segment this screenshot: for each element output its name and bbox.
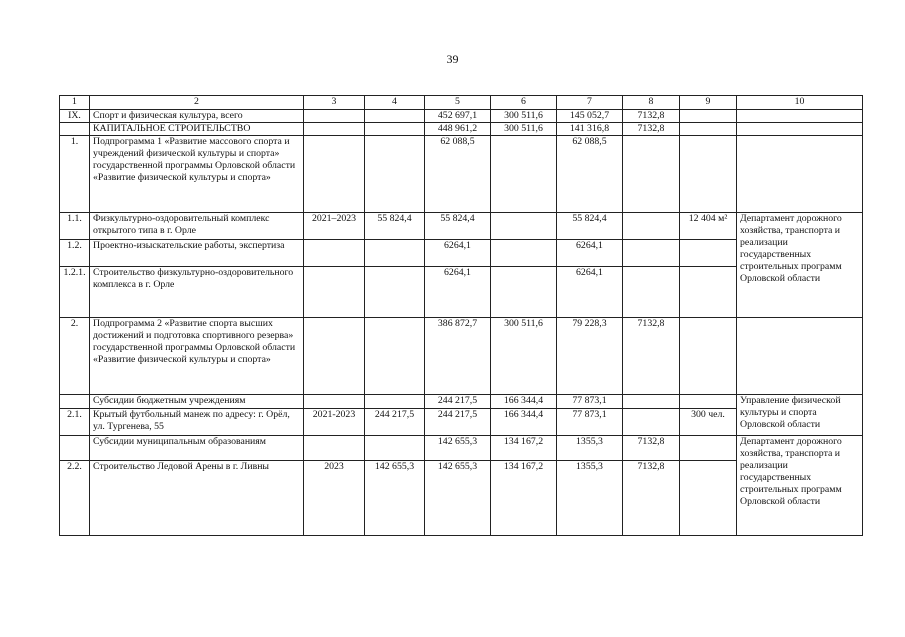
row-name: Подпрограмма 1 «Развитие массового спорта и учреждений физической культуры и спорта» государственной программы Орловской области «Развитие физической культуры и спорта» [90, 136, 304, 213]
row-number: 2.2. [60, 461, 90, 536]
cell [680, 436, 737, 461]
row-number: 2.1. [60, 409, 90, 436]
header-cell: 4 [365, 96, 425, 110]
cell [491, 267, 557, 318]
responsible-dept: Департамент дорожного хозяйства, транспорта и реализации государственных строительных программ Орловской области [737, 436, 863, 536]
cell [304, 240, 365, 267]
cell [365, 240, 425, 267]
row-name: Строительство физкультурно-оздоровительного комплекса в г. Орле [90, 267, 304, 318]
cell-total: 142 655,3 [425, 461, 491, 536]
header-cell: 3 [304, 96, 365, 110]
cell-col7: 6264,1 [557, 267, 623, 318]
header-row [60, 96, 863, 110]
cell-total: 244 217,5 [425, 395, 491, 409]
cell [304, 136, 365, 213]
header-cell: 9 [680, 96, 737, 110]
page-number: 39 [446, 52, 459, 66]
header-cell: 8 [623, 96, 680, 110]
cell [491, 136, 557, 213]
table-row [60, 213, 863, 240]
cell [304, 436, 365, 461]
cell [60, 436, 90, 461]
table-row [60, 110, 863, 123]
table-row [60, 136, 863, 213]
cell [304, 110, 365, 123]
cell [737, 318, 863, 395]
cell-col8: 7132,8 [623, 318, 680, 395]
row-name: Спорт и физическая культура, всего [90, 110, 304, 123]
cell-col7: 77 873,1 [557, 409, 623, 436]
cell-col6: 300 511,6 [491, 110, 557, 123]
table-row [60, 436, 863, 461]
table-row [60, 318, 863, 395]
cell [623, 213, 680, 240]
row-name: Строительство Ледовой Арены в г. Ливны [90, 461, 304, 536]
cell [304, 395, 365, 409]
cell-cost: 244 217,5 [365, 409, 425, 436]
cell-col8: 7132,8 [623, 461, 680, 536]
cell-cost: 142 655,3 [365, 461, 425, 536]
cell-total: 6264,1 [425, 240, 491, 267]
row-number: 1.2.1. [60, 267, 90, 318]
row-number: IX. [60, 110, 90, 123]
header-cell: 5 [425, 96, 491, 110]
row-number: 1. [60, 136, 90, 213]
row-name: Проектно-изыскательские работы, экспертиза [90, 240, 304, 267]
header-cell: 7 [557, 96, 623, 110]
cell-col8: 7132,8 [623, 110, 680, 123]
cell-col6: 166 344,4 [491, 395, 557, 409]
cell-period: 2021–2023 [304, 213, 365, 240]
cell-col6: 134 167,2 [491, 461, 557, 536]
row-number: 2. [60, 318, 90, 395]
cell-total: 386 872,7 [425, 318, 491, 395]
row-name: Подпрограмма 2 «Развитие спорта высших достижений и подготовка спортивного резерва» государственной программы Орловской области «Развитие физической культуры и спорта» [90, 318, 304, 395]
cell-col7: 77 873,1 [557, 395, 623, 409]
cell [737, 136, 863, 213]
cell [365, 395, 425, 409]
cell-total: 55 824,4 [425, 213, 491, 240]
row-number: 1.2. [60, 240, 90, 267]
header-cell: 2 [90, 96, 304, 110]
row-name: Субсидии муниципальным образованиям [90, 436, 304, 461]
header-cell: 1 [60, 96, 90, 110]
row-number: 1.1. [60, 213, 90, 240]
cell-col7: 145 052,7 [557, 110, 623, 123]
cell-total: 142 655,3 [425, 436, 491, 461]
cell-period: 2021-2023 [304, 409, 365, 436]
cell [680, 267, 737, 318]
header-cell: 10 [737, 96, 863, 110]
cell-col8: 7132,8 [623, 436, 680, 461]
cell-col6: 166 344,4 [491, 409, 557, 436]
cell [680, 136, 737, 213]
cell [623, 395, 680, 409]
cell-col7: 6264,1 [557, 240, 623, 267]
cell [680, 461, 737, 536]
table-row [60, 123, 863, 136]
cell-total: 244 217,5 [425, 409, 491, 436]
cell [491, 240, 557, 267]
cell [623, 409, 680, 436]
cell [737, 110, 863, 123]
cell-cost: 55 824,4 [365, 213, 425, 240]
row-name: Крытый футбольный манеж по адресу: г. Орёл, ул. Тургенева, 55 [90, 409, 304, 436]
cell [680, 110, 737, 123]
header-cell: 6 [491, 96, 557, 110]
row-name: Физкультурно-оздоровительный комплекс открытого типа в г. Орле [90, 213, 304, 240]
cell-col7: 141 316,8 [557, 123, 623, 136]
cell-col7: 1355,3 [557, 436, 623, 461]
cell [680, 123, 737, 136]
cell [737, 123, 863, 136]
cell [680, 240, 737, 267]
cell-total: 6264,1 [425, 267, 491, 318]
table-row [60, 395, 863, 409]
cell [304, 123, 365, 136]
cell [60, 395, 90, 409]
cell-col7: 55 824,4 [557, 213, 623, 240]
cell-period: 2023 [304, 461, 365, 536]
cell-total: 62 088,5 [425, 136, 491, 213]
cell [365, 123, 425, 136]
cell [680, 395, 737, 409]
cell [365, 318, 425, 395]
cell [365, 436, 425, 461]
cell-col6: 300 511,6 [491, 318, 557, 395]
cell [60, 123, 90, 136]
cell [365, 110, 425, 123]
cell-col7: 62 088,5 [557, 136, 623, 213]
cell [623, 267, 680, 318]
cell-col7: 79 228,3 [557, 318, 623, 395]
cell-col8: 7132,8 [623, 123, 680, 136]
cell-col6: 134 167,2 [491, 436, 557, 461]
responsible-dept: Департамент дорожного хозяйства, транспорта и реализации государственных строительных программ Орловской области [737, 213, 863, 318]
cell-total: 452 697,1 [425, 110, 491, 123]
cell-col7: 1355,3 [557, 461, 623, 536]
row-name: КАПИТАЛЬНОЕ СТРОИТЕЛЬСТВО [90, 123, 304, 136]
cell-col6: 300 511,6 [491, 123, 557, 136]
cell [365, 136, 425, 213]
responsible-dept: Управление физической культуры и спорта Орловской области [737, 395, 863, 436]
cell-total: 448 961,2 [425, 123, 491, 136]
cell-capacity: 12 404 м² [680, 213, 737, 240]
cell [623, 240, 680, 267]
cell [623, 136, 680, 213]
cell [304, 267, 365, 318]
budget-table [59, 95, 863, 536]
cell [491, 213, 557, 240]
row-name: Субсидии бюджетным учреждениям [90, 395, 304, 409]
cell [304, 318, 365, 395]
cell [365, 267, 425, 318]
cell [680, 318, 737, 395]
cell-capacity: 300 чел. [680, 409, 737, 436]
